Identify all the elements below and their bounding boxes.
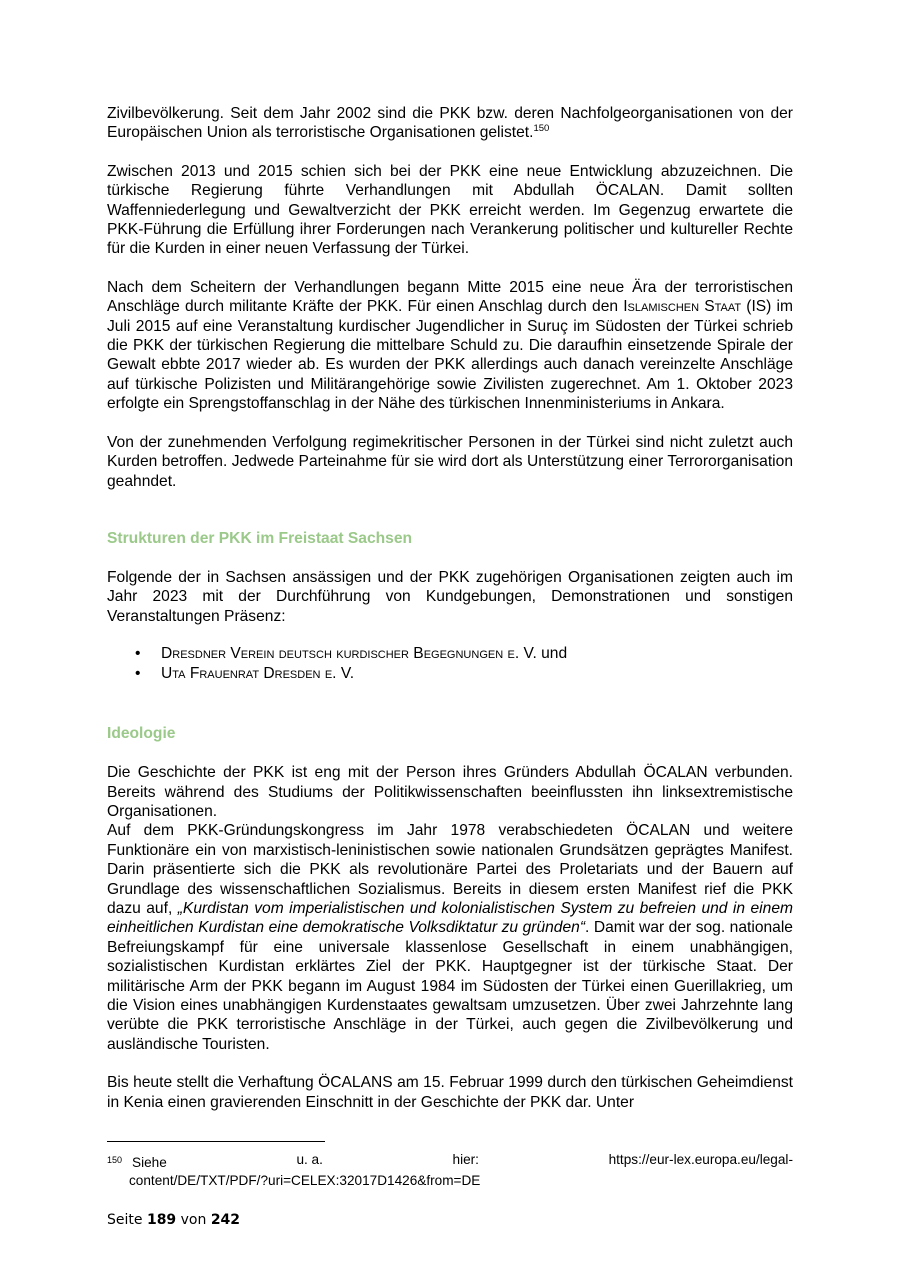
paragraph: Zwischen 2013 und 2015 schien sich bei der PKK eine neue Entwicklung abzuzeichnen. Die türkische Regierung führte Verhandlungen mit Abdullah ÖCALAN. Damit sollten Waffenniederlegung und Gewaltverzicht der PKK erreicht werden. Im Gegenzug erwartete die PKK-Führung die Erfüllung ihrer Forderungen nach Verankerung politischer und kultureller Rechte für die Kurden in einer neuen Verfassung der Türkei. (107, 162, 793, 258)
footnote-link-continued[interactable]: content/DE/TXT/PDF/?uri=CELEX:32017D1426&from=DE (129, 1173, 481, 1188)
bullet-icon: • (135, 665, 141, 683)
paragraph: Die Geschichte der PKK ist eng mit der Person ihres Gründers Abdullah ÖCALAN verbunden. Bereits während des Studiums der Politikwissenschaften beeinflussten ihn linksextremistische Organisationen. (107, 764, 793, 820)
paragraph: Nach dem Scheitern der Verhandlungen begann Mitte 2015 eine neue Ära der terroristischen Anschläge durch militante Kräfte der PKK. Für einen Anschlag durch den Islamischen Staat (IS) im Juli 2015 auf eine Veranstaltung kurdischer Jugendlicher in Suruç im Südosten der Türkei schrieb die PKK der türkischen Regierung die mittelbare Schuld zu. Die daraufhin einsetzende Spirale der Gewalt ebbte 2017 wieder ab. Es wurden der PKK allerdings auch danach vereinzelte Anschläge auf türkische Polizisten und Militärangehörige sowie Zivilisten zugerechnet. Am 1. Oktober 2023 erfolgte ein Sprengstoffanschlag in der Nähe des türkischen Innenministeriums in Ankara. (107, 278, 793, 413)
paragraph: Bis heute stellt die Verhaftung ÖCALANS am 15. Februar 1999 durch den türkischen Geheimdienst in Kenia einen gravierenden Einschnitt in der Geschichte der PKK dar. Unter (107, 1074, 793, 1111)
section-heading-ideology: Ideologie (107, 725, 176, 743)
organisation-list (107, 644, 793, 684)
list-item: • Uta Frauenrat Dresden e. V. (135, 665, 355, 683)
footnote-reference[interactable]: 150 (533, 123, 550, 135)
paragraph: Zivilbevölkerung. Seit dem Jahr 2002 sind die PKK bzw. deren Nachfolgeorganisationen von der Europäischen Union als terroristische Organisationen gelistet.$^{150}$ (107, 105, 793, 142)
small-caps-name: Islamischen Staat (623, 298, 742, 316)
page-number: Seite 189 von 242 (107, 1212, 241, 1228)
current-page: 189 (146, 1212, 177, 1228)
footnote-number: 150 (107, 1155, 123, 1165)
manifest-quote: „Kurdistan vom imperialistischen und kolonialistischen System zu befreien und in einem einheitlichen Kurdistan eine demokratische Volksdiktatur zu gründen“ (107, 899, 793, 937)
paragraph: Folgende der in Sachsen ansässigen und der PKK zugehörigen Organisationen zeigten auch im Jahr 2023 mit der Durchführung von Kundgebungen, Demonstrationen und sonstigen Veranstaltungen Präsenz: (107, 568, 793, 625)
footnote-link[interactable]: https://eur-lex.europa.eu/legal- (608, 1152, 793, 1167)
total-pages: 242 (210, 1212, 241, 1228)
paragraph: Auf dem PKK-Gründungskongress im Jahr 1978 verabschiedeten ÖCALAN und weitere Funktionäre ein von marxistisch-leninistischen sowie nationalen Grundsätzen geprägtes Manifest. Darin präsentierte sich die PKK als revolutionäre Partei des Proletariats und der Bauern auf Grundlage des wissenschaftlichen Sozialismus. Bereits in diesem ersten Manifest rief die PKK dazu auf, „Kurdistan vom imperialistischen und kolonialistischen System zu befreien und in einem einheitlichen Kurdistan eine demokratische Volksdiktatur zu gründen“. Damit war der sog. nationale Befreiungskampf für eine universale klassenlose Gesellschaft in einem unabhängigen, sozialistischen Kurdistan erklärtes Ziel der PKK. Hauptgegner ist der türkische Staat. Der militärische Arm der PKK begann im August 1984 im Südosten der Türkei einen Guerillakrieg, um die Vision eines unabhängigen Kurdenstaates gewaltsam umzusetzen. Über zwei Jahrzehnte lang verübte die PKK terroristische Anschläge in der Türkei, auch gegen die Zivilbevölkerung und ausländische Touristen. (107, 822, 793, 1053)
footnote: $^{150}$ Siehe u. a. hier: https://eur-lex.europa.eu/legal- content/DE/TXT/PDF/?uri=CELEX:32017D1426&from=DE (107, 1152, 793, 1188)
bullet-icon: • (135, 645, 141, 663)
section-heading-structures: Strukturen der PKK im Freistaat Sachsen (107, 529, 413, 547)
paragraph: Von der zunehmenden Verfolgung regimekritischer Personen in der Türkei sind nicht zuletzt auch Kurden betroffen. Jedwede Parteinahme für sie wird dort als Unterstützung einer Terrororganisation geahndet. (107, 433, 793, 490)
footnote-divider (107, 1141, 325, 1142)
document-body (107, 104, 793, 1112)
list-item: • Dresdner Verein deutsch kurdischer Begegnungen e. V. und (135, 645, 568, 663)
